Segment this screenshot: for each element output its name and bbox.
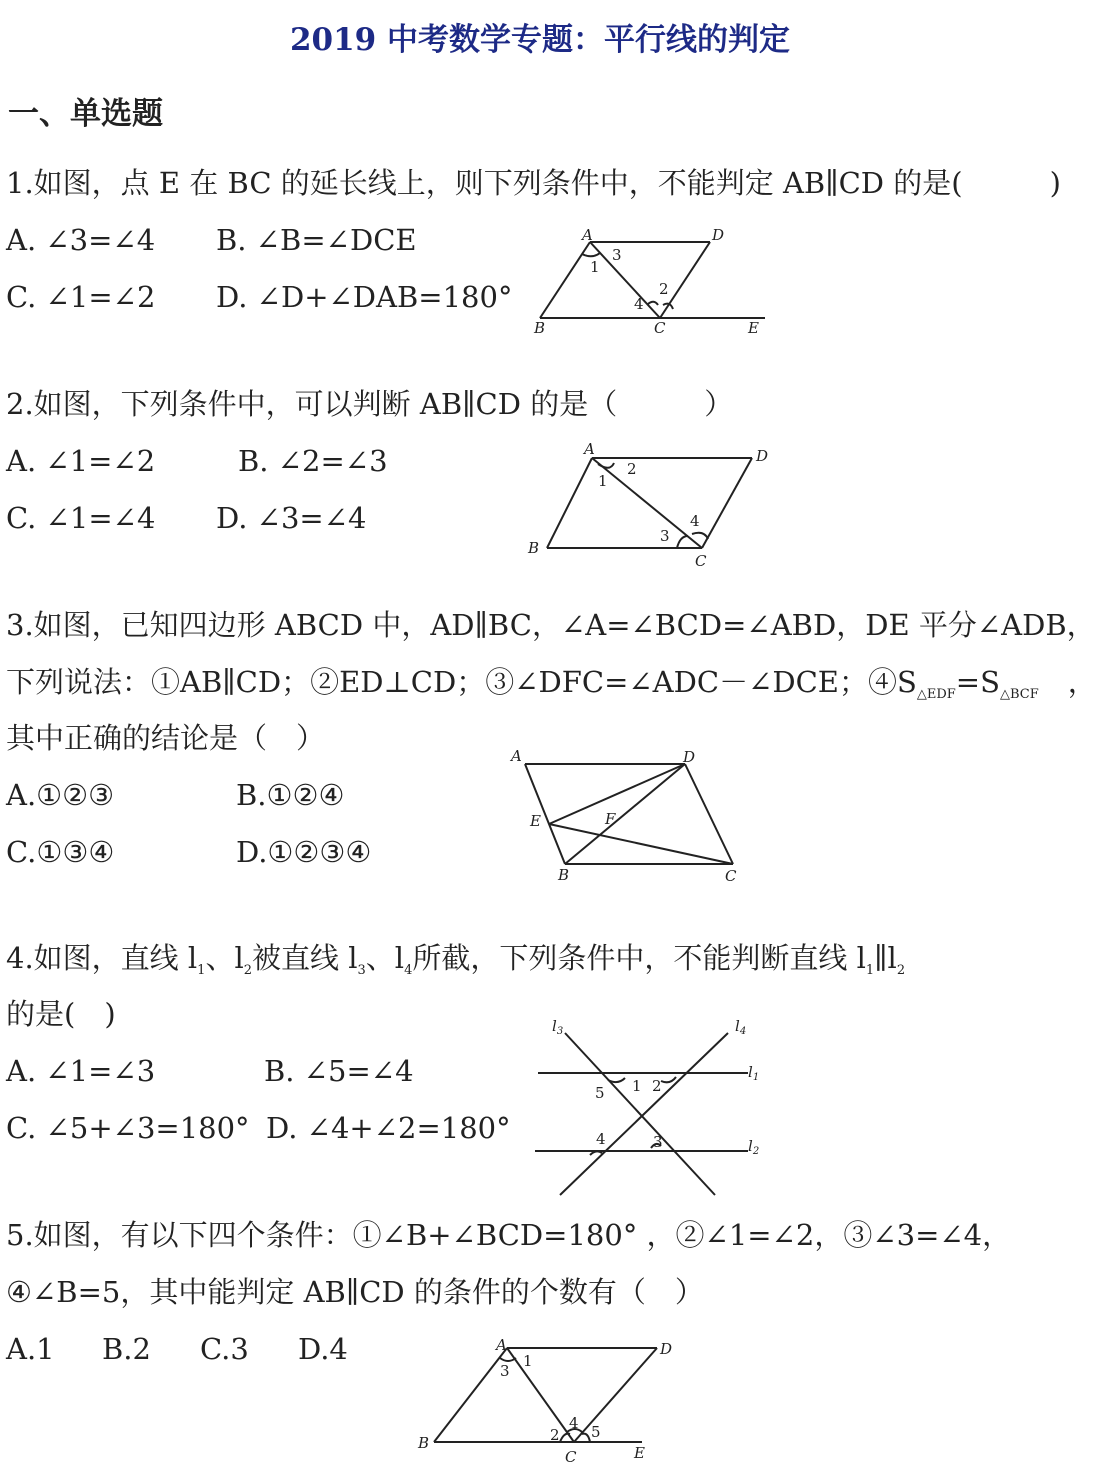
q3-label-B: B <box>558 866 570 884</box>
q5-label-E: E <box>634 1444 645 1462</box>
page-title: 2019 中考数学专题：平行线的判定 <box>289 22 791 58</box>
q3-label-D: D <box>683 748 696 766</box>
q4-angle-1: 1 <box>632 1077 642 1095</box>
q4-angle-5: 5 <box>595 1084 605 1102</box>
q5-line1: 5.如图，有以下四个条件：①∠B+∠BCD=180° ，②∠1=∠2，③∠3=∠4， <box>6 1218 1012 1252</box>
q4-option-c: C. ∠5+∠3=180° <box>6 1111 250 1145</box>
q5-option-a: A.1 <box>6 1332 55 1366</box>
q4-angle-3: 3 <box>653 1133 663 1151</box>
q3-figure <box>505 744 755 889</box>
q3-line2: 下列说法：①AB∥CD；②ED⊥CD；③∠DFC=∠ADC－∠DCE；$④S_{\triangle EDF}=S_{\triangle BCF}$ ， <box>6 665 1097 702</box>
q5-label-D: D <box>660 1340 673 1358</box>
q5-label-B: B <box>418 1434 430 1452</box>
q5-option-c: C.3 <box>200 1332 249 1366</box>
q3-option-a: A.①②③ <box>6 778 115 812</box>
q1-option-c: C. ∠1=∠2 <box>6 280 156 314</box>
q1-option-b: B. ∠B=∠DCE <box>216 223 417 257</box>
q5-angle-2: 2 <box>550 1426 560 1444</box>
q5-figure <box>412 1332 702 1467</box>
q3-option-b: B.①②④ <box>236 778 345 812</box>
q1-label-D: D <box>712 226 725 244</box>
q5-option-d: D.4 <box>298 1332 348 1366</box>
q1-label-C: C <box>654 319 666 337</box>
q2-option-d: D. ∠3=∠4 <box>216 501 367 535</box>
q2-figure <box>522 440 782 570</box>
q1-figure <box>530 225 770 340</box>
q2-label-B: B <box>528 539 540 557</box>
q1-option-d: D. ∠D+∠DAB=180° <box>216 280 513 314</box>
q4-line2: 的是( ) <box>6 997 116 1031</box>
q4-angle-2: 2 <box>652 1077 662 1095</box>
q2-option-c: C. ∠1=∠4 <box>6 501 156 535</box>
q3-label-F: F <box>605 810 616 828</box>
q2-stem: 2.如图，下列条件中，可以判断 AB∥CD 的是（ ） <box>6 387 734 421</box>
q2-option-b: B. ∠2=∠3 <box>238 444 388 478</box>
q3-line1: 3.如图，已知四边形 ABCD 中，AD∥BC，∠A=∠BCD=∠ABD，DE 平分∠ADB， <box>6 608 1096 642</box>
q1-angle-4: 4 <box>634 295 644 313</box>
q1-option-a: A. ∠3=∠4 <box>6 223 156 257</box>
q3-line3: 其中正确的结论是（ ） <box>6 721 326 755</box>
q4-angle-4: 4 <box>596 1130 606 1148</box>
q2-angle-2: 2 <box>627 460 637 478</box>
q1-label-A: A <box>582 226 593 244</box>
q3-label-E: E <box>530 812 541 830</box>
q1-label-E: E <box>748 319 759 337</box>
q2-label-C: C <box>695 552 707 570</box>
q1-stem: 1.如图，点 E 在 BC 的延长线上，则下列条件中，不能判定 AB∥CD 的是( ) <box>6 166 1061 200</box>
q5-option-b: B.2 <box>102 1332 151 1366</box>
section-heading: 一、单选题 <box>8 96 163 132</box>
q2-label-A: A <box>584 440 595 458</box>
q4-figure <box>530 1015 770 1205</box>
q4-label-l1: $l_1$ <box>748 1063 760 1083</box>
q1-label-B: B <box>534 319 546 337</box>
q2-label-D: D <box>756 447 769 465</box>
q2-angle-1: 1 <box>598 472 608 490</box>
q4-line1: 4.如图，直线 $l_1$、$l_2$被直线 $l_3$、$l_4$所截，下列条件中，不能判断直线 $l_1\parallel l_2$ <box>6 941 906 978</box>
q4-label-l3: $l_3$ <box>552 1017 564 1037</box>
q4-option-b: B. ∠5=∠4 <box>264 1054 414 1088</box>
q1-angle-2: 2 <box>659 280 669 298</box>
q5-label-A: A <box>496 1336 507 1354</box>
q4-label-l4: $l_4$ <box>735 1017 747 1037</box>
q5-angle-1: 1 <box>523 1352 533 1370</box>
q4-option-d: D. ∠4+∠2=180° <box>266 1111 511 1145</box>
q3-label-A: A <box>511 747 522 765</box>
q5-angle-4: 4 <box>569 1414 579 1432</box>
q4-label-l2: $l_2$ <box>748 1137 760 1157</box>
q5-angle-5: 5 <box>591 1423 601 1441</box>
q5-angle-3: 3 <box>500 1362 510 1380</box>
q3-option-c: C.①③④ <box>6 835 115 869</box>
q1-angle-3: 3 <box>612 246 622 264</box>
q5-line2: ④∠B=5，其中能判定 AB∥CD 的条件的个数有（ ） <box>6 1275 704 1309</box>
q5-label-C: C <box>565 1448 577 1466</box>
q4-option-a: A. ∠1=∠3 <box>6 1054 156 1088</box>
q3-label-C: C <box>725 867 737 885</box>
q3-option-d: D.①②③④ <box>236 835 372 869</box>
q2-angle-4: 4 <box>690 512 700 530</box>
q2-option-a: A. ∠1=∠2 <box>6 444 156 478</box>
q1-angle-1: 1 <box>590 258 600 276</box>
q2-angle-3: 3 <box>660 527 670 545</box>
